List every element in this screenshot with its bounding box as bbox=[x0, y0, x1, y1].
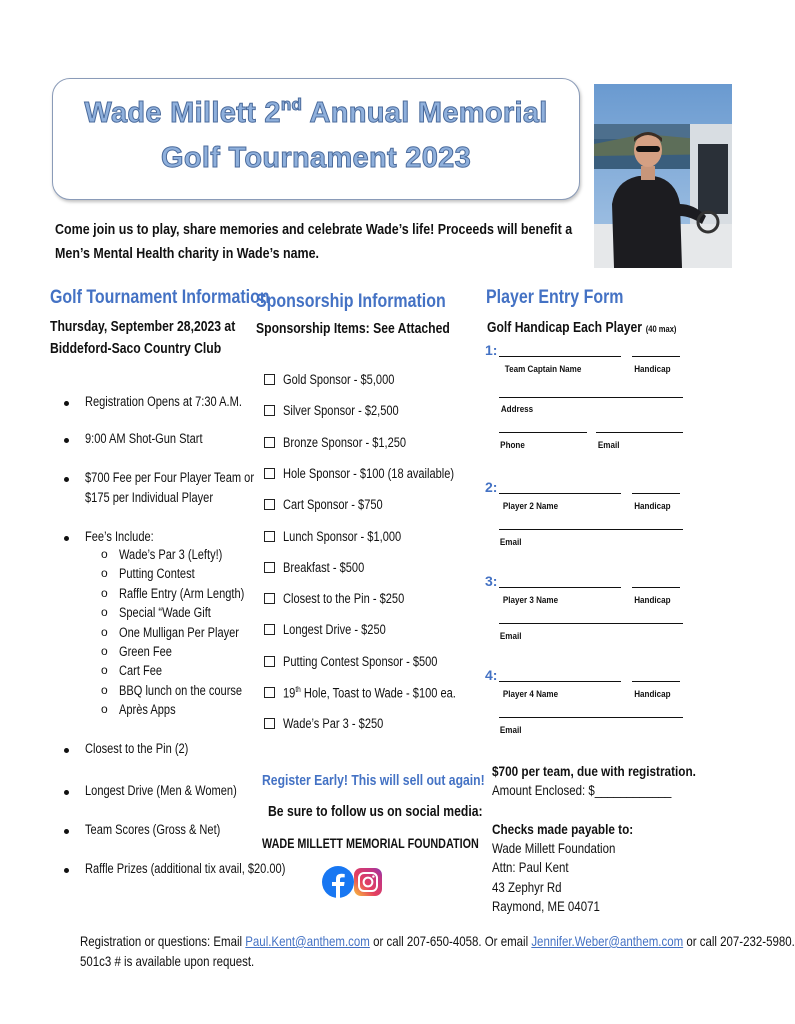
fee-include-item: Putting Contest bbox=[119, 566, 195, 582]
tournament-bullet: Raffle Prizes (additional tix avail, $20.00) bbox=[85, 861, 286, 876]
intro-line-1: Come join us to play, share memories and celebrate Wade’s life! Proceeds will benefit a bbox=[55, 222, 573, 238]
player-name-field[interactable] bbox=[499, 681, 621, 682]
sponsorship-checkbox[interactable] bbox=[264, 374, 275, 385]
sponsorship-checkbox[interactable] bbox=[264, 499, 275, 510]
sponsorship-item: Silver Sponsor - $2,500 bbox=[283, 403, 399, 419]
tournament-venue: Biddeford-Saco Country Club bbox=[50, 341, 222, 357]
sponsorship-item: Longest Drive - $250 bbox=[283, 622, 386, 638]
handicap-label: Handicap bbox=[634, 364, 671, 375]
amount-enclosed: Amount Enclosed: $____________ bbox=[492, 782, 672, 798]
tournament-bullet: Closest to the Pin (2) bbox=[85, 741, 189, 756]
instagram-icon[interactable] bbox=[354, 868, 382, 901]
sponsorship-heading: Sponsorship Information bbox=[256, 291, 446, 312]
sponsorship-items-label: Sponsorship Items: See Attached bbox=[256, 321, 450, 337]
tournament-heading: Golf Tournament Information bbox=[50, 287, 270, 308]
email-label: Email bbox=[499, 537, 522, 548]
bullet-dot bbox=[64, 536, 69, 541]
tournament-bullet: $175 per Individual Player bbox=[85, 490, 214, 505]
sponsorship-item: Cart Sponsor - $750 bbox=[283, 497, 383, 513]
sub-bullet-glyph: o bbox=[101, 566, 108, 581]
sponsorship-item: Wade’s Par 3 - $250 bbox=[283, 716, 384, 732]
sponsorship-item: Gold Sponsor - $5,000 bbox=[283, 372, 395, 387]
sub-bullet-glyph: o bbox=[101, 702, 108, 717]
email-field[interactable] bbox=[499, 717, 683, 718]
tournament-bullet: Registration Opens at 7:30 A.M. bbox=[85, 394, 242, 409]
follow-social-text: Be sure to follow us on social media: bbox=[268, 804, 483, 820]
bullet-dot bbox=[64, 401, 69, 406]
email-label: Email bbox=[499, 631, 522, 642]
handicap-field[interactable] bbox=[632, 493, 680, 494]
sub-bullet-glyph: o bbox=[101, 585, 108, 600]
tournament-bullet: Team Scores (Gross & Net) bbox=[85, 822, 221, 837]
tournament-bullet: $700 Fee per Four Player Team or bbox=[85, 470, 255, 485]
player-name-field[interactable] bbox=[499, 493, 621, 494]
fee-include-item: Cart Fee bbox=[119, 663, 163, 679]
bullet-dot bbox=[64, 438, 69, 443]
handicap-label: Handicap bbox=[634, 595, 671, 606]
sub-bullet-glyph: o bbox=[101, 663, 108, 678]
handicap-field[interactable] bbox=[632, 356, 680, 357]
sponsorship-checkbox[interactable] bbox=[264, 531, 275, 542]
bullet-dot bbox=[64, 868, 69, 873]
tournament-date: Thursday, September 28,2023 at bbox=[50, 319, 236, 335]
payee-line-4: Raymond, ME 04071 bbox=[492, 898, 600, 914]
tournament-bullet: Longest Drive (Men & Women) bbox=[85, 783, 237, 798]
sponsorship-checkbox[interactable] bbox=[264, 437, 275, 448]
email-field[interactable] bbox=[499, 623, 683, 624]
player-number: 1: bbox=[485, 342, 498, 358]
entry-heading: Player Entry Form bbox=[486, 287, 624, 308]
sub-bullet-glyph: o bbox=[101, 605, 108, 620]
sponsorship-checkbox[interactable] bbox=[264, 624, 275, 635]
sponsorship-item: Lunch Sponsor - $1,000 bbox=[283, 528, 402, 544]
player-name-label: Player 3 Name bbox=[502, 595, 559, 606]
sub-bullet-glyph: o bbox=[101, 682, 108, 697]
address-label: Address bbox=[500, 404, 534, 415]
sponsorship-item: 19th Hole, Toast to Wade - $100 ea. bbox=[283, 685, 456, 701]
sponsorship-item: Hole Sponsor - $100 (18 available) bbox=[283, 465, 455, 481]
sub-bullet-glyph: o bbox=[101, 624, 108, 639]
sponsorship-checkbox[interactable] bbox=[264, 687, 275, 698]
email-link-paul[interactable]: Paul.Kent@anthem.com bbox=[245, 933, 370, 949]
sponsorship-item: Putting Contest Sponsor - $500 bbox=[283, 653, 438, 669]
email-field[interactable] bbox=[499, 529, 683, 530]
sponsorship-checkbox[interactable] bbox=[264, 718, 275, 729]
handicap-field[interactable] bbox=[632, 587, 680, 588]
payee-line-3: 43 Zephyr Rd bbox=[492, 879, 562, 895]
payee-line-1: Wade Millett Foundation bbox=[492, 840, 616, 856]
address-field[interactable] bbox=[499, 397, 683, 398]
footer-501c3: 501c3 # is available upon request. bbox=[80, 953, 255, 969]
facebook-icon[interactable] bbox=[322, 866, 354, 903]
sub-bullet-glyph: o bbox=[101, 547, 108, 561]
register-early-text: Register Early! This will sell out again! bbox=[262, 773, 485, 789]
fee-include-item: Après Apps bbox=[119, 702, 176, 718]
bullet-dot bbox=[64, 829, 69, 834]
player-number: 3: bbox=[485, 573, 498, 589]
player-number: 4: bbox=[485, 667, 498, 683]
sponsorship-checkbox[interactable] bbox=[264, 405, 275, 416]
tournament-photo bbox=[594, 84, 732, 268]
tournament-bullet: Fee’s Include: bbox=[85, 529, 154, 544]
player-name-label: Team Captain Name bbox=[504, 364, 582, 375]
player-name-field[interactable] bbox=[499, 356, 621, 357]
foundation-name: WADE MILLETT MEMORIAL FOUNDATION bbox=[262, 836, 479, 851]
fee-include-item: Raffle Entry (Arm Length) bbox=[119, 585, 245, 601]
email-link-jennifer[interactable]: Jennifer.Weber@anthem.com bbox=[531, 933, 684, 949]
footer-contact: Registration or questions: Email Paul.Kent@anthem.com or call 207-650-4058. Or email Jennifer.Weber@anthem.com or call 207-232-5980. bbox=[80, 933, 795, 949]
payee-line-2: Attn: Paul Kent bbox=[492, 859, 569, 875]
title-line-1: Wade Millett 2nd Annual Memorial bbox=[84, 95, 548, 129]
bullet-dot bbox=[64, 790, 69, 795]
fee-include-item: Special “Wade Gift bbox=[119, 605, 211, 621]
fee-note: $700 per team, due with registration. bbox=[492, 763, 696, 779]
handicap-heading: Golf Handicap Each Player (40 max) bbox=[487, 320, 677, 336]
sponsorship-checkbox[interactable] bbox=[264, 656, 275, 667]
player-name-label: Player 4 Name bbox=[502, 689, 559, 700]
tournament-bullet: 9:00 AM Shot-Gun Start bbox=[85, 431, 203, 446]
bullet-dot bbox=[64, 748, 69, 753]
sponsorship-item: Breakfast - $500 bbox=[283, 559, 365, 575]
sub-bullet-glyph: o bbox=[101, 644, 108, 658]
title-line-2: Golf Tournament 2023 bbox=[160, 142, 472, 174]
player-number: 2: bbox=[485, 479, 498, 495]
handicap-label: Handicap bbox=[634, 689, 671, 700]
handicap-label: Handicap bbox=[634, 501, 671, 512]
sponsorship-item: Closest to the Pin - $250 bbox=[283, 591, 405, 607]
player-name-label: Player 2 Name bbox=[502, 501, 559, 512]
fee-include-item: Green Fee bbox=[119, 644, 172, 659]
intro-line-2: Men’s Mental Health charity in Wade’s name. bbox=[55, 246, 320, 262]
fee-include-item: One Mulligan Per Player bbox=[119, 624, 239, 640]
fee-include-item: Wade’s Par 3 (Lefty!) bbox=[119, 547, 223, 562]
player-name-field[interactable] bbox=[499, 587, 621, 588]
sponsorship-checkbox[interactable] bbox=[264, 468, 275, 479]
sponsorship-checkbox[interactable] bbox=[264, 562, 275, 573]
email-label: Email bbox=[499, 725, 522, 736]
title-box bbox=[52, 78, 580, 200]
email-field[interactable] bbox=[596, 432, 683, 433]
fee-include-item: BBQ lunch on the course bbox=[119, 682, 243, 698]
email-label: Email bbox=[597, 440, 620, 451]
phone-label: Phone bbox=[500, 440, 525, 451]
bullet-dot bbox=[64, 477, 69, 482]
sponsorship-item: Bronze Sponsor - $1,250 bbox=[283, 434, 407, 450]
phone-field[interactable] bbox=[499, 432, 587, 433]
sponsorship-checkbox[interactable] bbox=[264, 593, 275, 604]
handicap-field[interactable] bbox=[632, 681, 680, 682]
checks-label: Checks made payable to: bbox=[492, 821, 634, 837]
